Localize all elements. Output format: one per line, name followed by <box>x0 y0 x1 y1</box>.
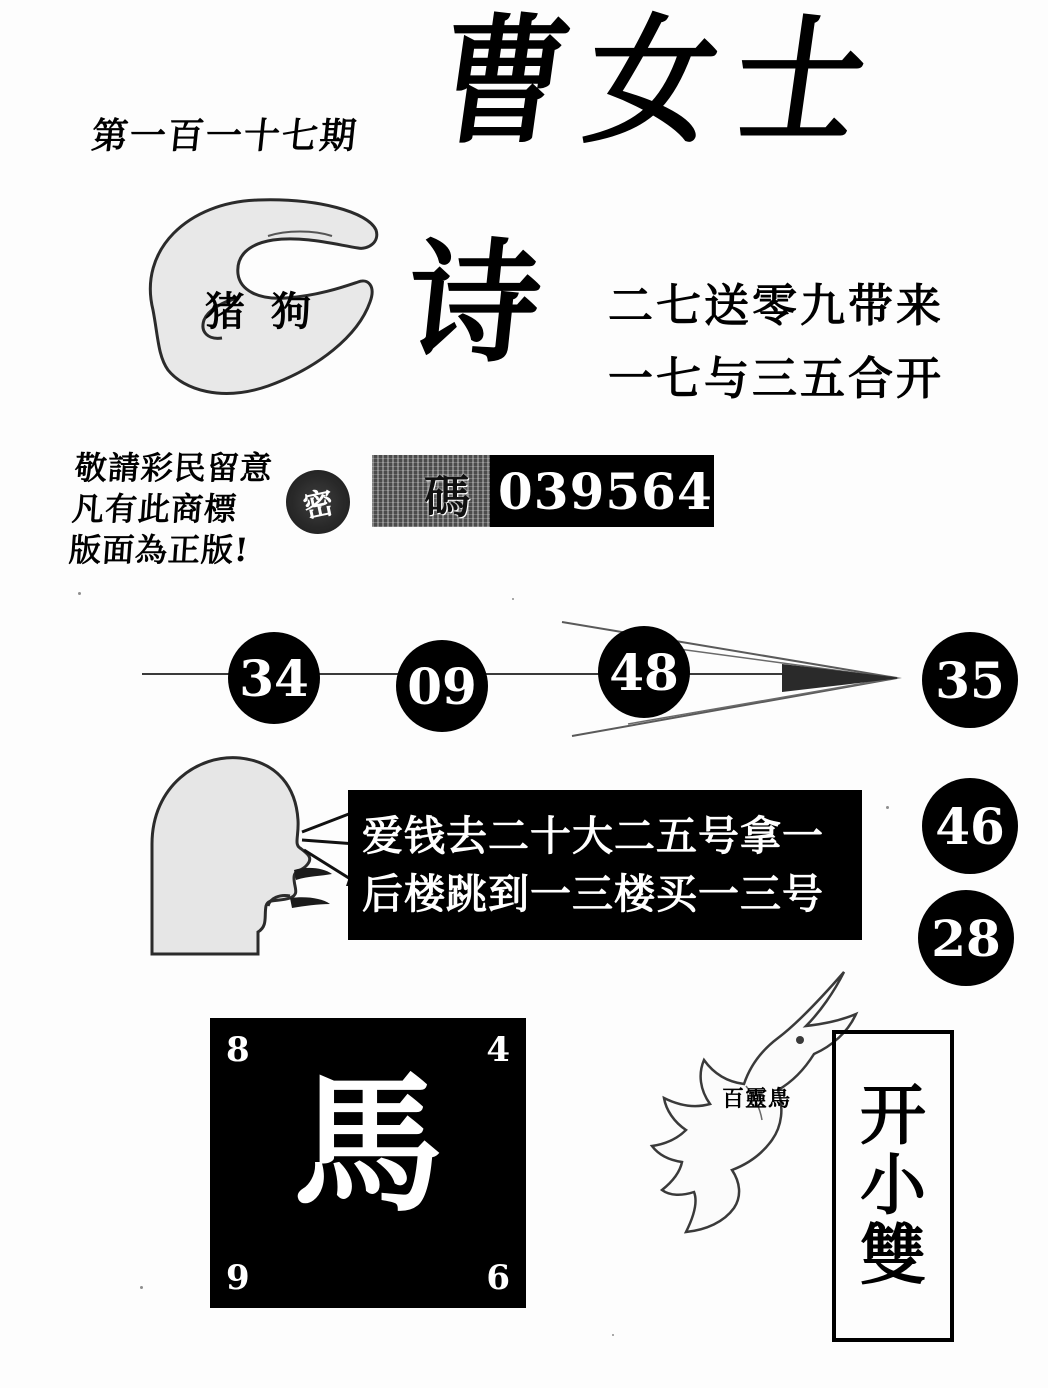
side-number-ball-2: 46 <box>922 778 1018 874</box>
code-digits: 039564 <box>498 461 713 521</box>
poem-lines <box>608 270 944 416</box>
banner-char-1: 开 <box>860 1076 926 1155</box>
scan-speck <box>140 1286 143 1289</box>
scan-speck <box>78 592 81 595</box>
tip-line-1: 爱钱去二十大二五号拿一 <box>362 811 824 860</box>
tip-line-2: 后楼跳到一三楼买一三号 <box>362 870 824 918</box>
authenticity-stamp: 密 <box>280 464 356 540</box>
poem-title-character: 诗 <box>399 226 549 381</box>
animal-card-character: 馬 <box>292 1057 443 1233</box>
scan-speck <box>612 1334 614 1336</box>
poem-line-2: 一七与三五合开 <box>608 351 945 405</box>
poem-line-1: 二七送零九带来 <box>608 279 945 332</box>
banner-char-3: 雙 <box>860 1215 926 1294</box>
code-label: 碼 <box>424 470 470 524</box>
animal-card <box>210 1018 526 1308</box>
banner-char-2: 小 <box>860 1146 926 1225</box>
notice-block <box>68 448 275 571</box>
zodiac-label-1: 猪 <box>205 288 245 335</box>
number-ball-1: 34 <box>228 632 320 724</box>
scan-speck <box>512 598 514 600</box>
issue-label: 第一百一十七期 <box>89 115 360 157</box>
notice-line-3: 版面為正版! <box>67 530 251 569</box>
bird-label: 百靈鳥 <box>722 1086 792 1112</box>
tip-box <box>348 790 862 940</box>
animal-card-corner-bottom-left: 9 <box>226 1258 250 1298</box>
notice-line-2: 凡有此商標 <box>70 489 239 528</box>
zodiac-label-2: 狗 <box>271 288 311 335</box>
animal-card-corner-top-right: 4 <box>486 1030 510 1070</box>
zodiac-labels <box>205 280 385 337</box>
animal-card-corner-top-left: 8 <box>226 1030 250 1070</box>
brand-title: 曹女士 <box>428 0 896 163</box>
animal-card-corner-bottom-right: 6 <box>486 1258 510 1298</box>
code-bar <box>372 455 714 527</box>
side-number-ball-1: 35 <box>922 632 1018 728</box>
number-ball-3: 48 <box>598 626 690 718</box>
number-ball-2: 09 <box>396 640 488 732</box>
side-number-ball-3: 28 <box>918 890 1014 986</box>
notice-line-1: 敬請彩民留意 <box>73 449 275 487</box>
scan-speck <box>886 806 889 809</box>
vertical-banner <box>832 1030 954 1342</box>
code-noise-block <box>372 455 490 527</box>
